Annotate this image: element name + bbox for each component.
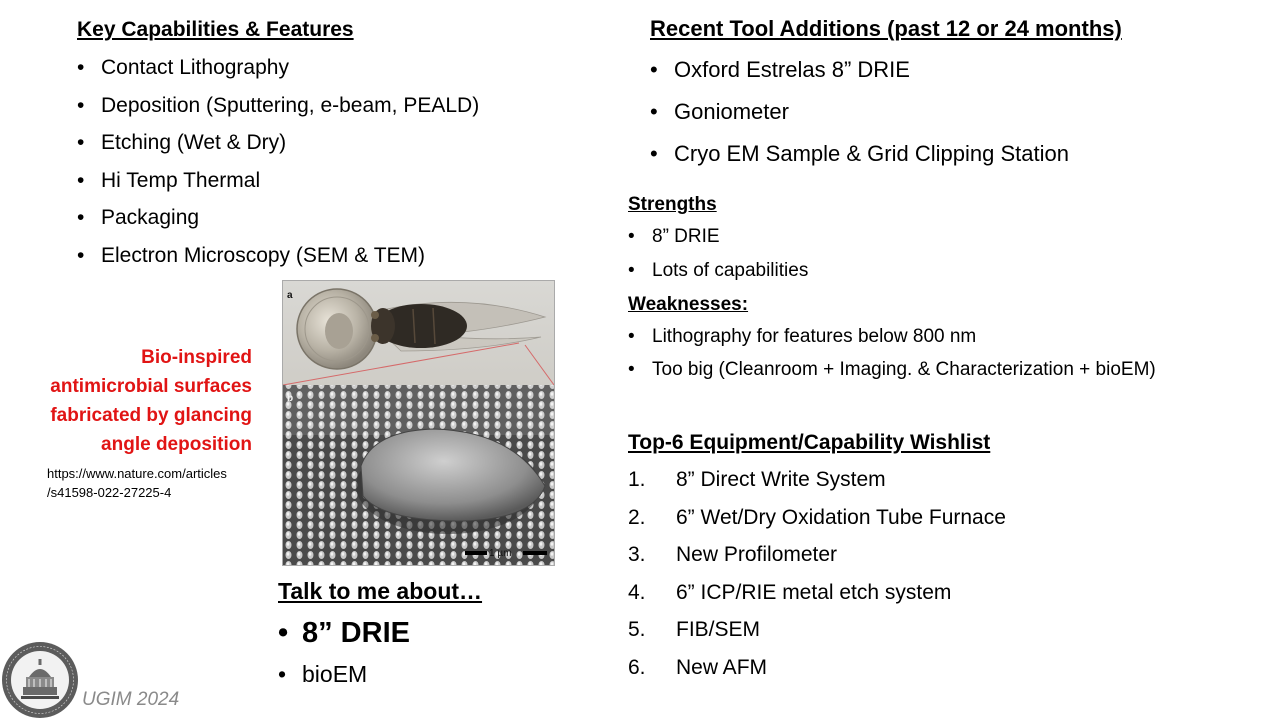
list-item: • bioEM bbox=[278, 661, 410, 695]
reference-url[interactable] bbox=[47, 464, 272, 502]
innovation-seal-logo bbox=[1, 641, 79, 719]
item-text: 6” Wet/Dry Oxidation Tube Furnace bbox=[676, 505, 1006, 529]
list-item: • Deposition (Sputtering, e-beam, PEALD) bbox=[77, 94, 479, 132]
wishlist-list bbox=[628, 468, 1006, 694]
list-item: • Cryo EM Sample & Grid Clipping Station bbox=[650, 141, 1069, 183]
list-item: • Oxford Estrelas 8” DRIE bbox=[650, 57, 1069, 99]
list-item bbox=[628, 618, 1006, 656]
list-item: • 8” DRIE bbox=[628, 226, 808, 260]
cicada-sem-figure bbox=[282, 280, 555, 566]
list-item bbox=[628, 468, 1006, 506]
panel-b-label: b bbox=[287, 393, 294, 404]
item-text: 8” Direct Write System bbox=[676, 468, 886, 491]
talk-to-me-heading: Talk to me about… bbox=[278, 578, 483, 604]
item-number: 5. bbox=[628, 618, 646, 642]
item-text: New AFM bbox=[676, 655, 768, 679]
caption-line: Bio-inspired bbox=[141, 347, 252, 368]
list-item: • Packaging bbox=[77, 206, 479, 244]
recent-tool-additions-list bbox=[650, 57, 1069, 183]
weaknesses-heading: Weaknesses: bbox=[628, 294, 749, 315]
list-item: • Lithography for features below 800 nm bbox=[628, 326, 1156, 359]
item-number: 2. bbox=[628, 505, 646, 529]
list-item bbox=[628, 506, 1006, 544]
footer-label: UGIM 2024 bbox=[82, 689, 180, 710]
key-capabilities-heading: Key Capabilities & Features bbox=[77, 18, 354, 41]
talk-to-me-list bbox=[278, 617, 410, 695]
list-item: • Hi Temp Thermal bbox=[77, 169, 479, 207]
list-item bbox=[628, 543, 1006, 581]
item-number: 1. bbox=[628, 468, 646, 491]
item-text: FIB/SEM bbox=[676, 618, 761, 642]
url-line[interactable]: /s41598-022-27225-4 bbox=[47, 485, 172, 500]
caption-line: fabricated by glancing bbox=[50, 405, 252, 426]
figure-image bbox=[283, 281, 554, 565]
wishlist-heading: Top-6 Equipment/Capability Wishlist bbox=[628, 431, 991, 454]
seal-icon bbox=[1, 641, 79, 719]
panel-a-label: a bbox=[287, 290, 293, 301]
list-item: • Contact Lithography bbox=[77, 56, 479, 94]
caption-line: antimicrobial surfaces bbox=[50, 376, 252, 397]
caption-line: angle deposition bbox=[101, 434, 252, 455]
url-line[interactable]: https://www.nature.com/articles bbox=[47, 466, 227, 481]
list-item: • Lots of capabilities bbox=[628, 260, 808, 294]
item-number: 6. bbox=[628, 655, 646, 679]
key-capabilities-list bbox=[77, 56, 479, 282]
bio-inspired-caption bbox=[20, 343, 252, 459]
scale-bar-label: 1 µm bbox=[489, 548, 512, 559]
list-item: • Too big (Cleanroom + Imaging. & Characterization + bioEM) bbox=[628, 359, 1156, 392]
list-item: • Goniometer bbox=[650, 99, 1069, 141]
weaknesses-list bbox=[628, 326, 1156, 392]
strengths-list bbox=[628, 226, 808, 294]
item-text: New Profilometer bbox=[676, 543, 838, 567]
item-number: 3. bbox=[628, 543, 646, 567]
recent-tool-additions-heading: Recent Tool Additions (past 12 or 24 months) bbox=[650, 16, 1122, 41]
list-item bbox=[628, 656, 1006, 694]
list-item bbox=[628, 581, 1006, 619]
item-number: 4. bbox=[628, 580, 646, 604]
strengths-heading: Strengths bbox=[628, 194, 717, 215]
item-text: 6” ICP/RIE metal etch system bbox=[676, 580, 952, 604]
list-item: • Etching (Wet & Dry) bbox=[77, 131, 479, 169]
list-item: • 8” DRIE bbox=[278, 617, 410, 661]
list-item: • Electron Microscopy (SEM & TEM) bbox=[77, 244, 479, 282]
